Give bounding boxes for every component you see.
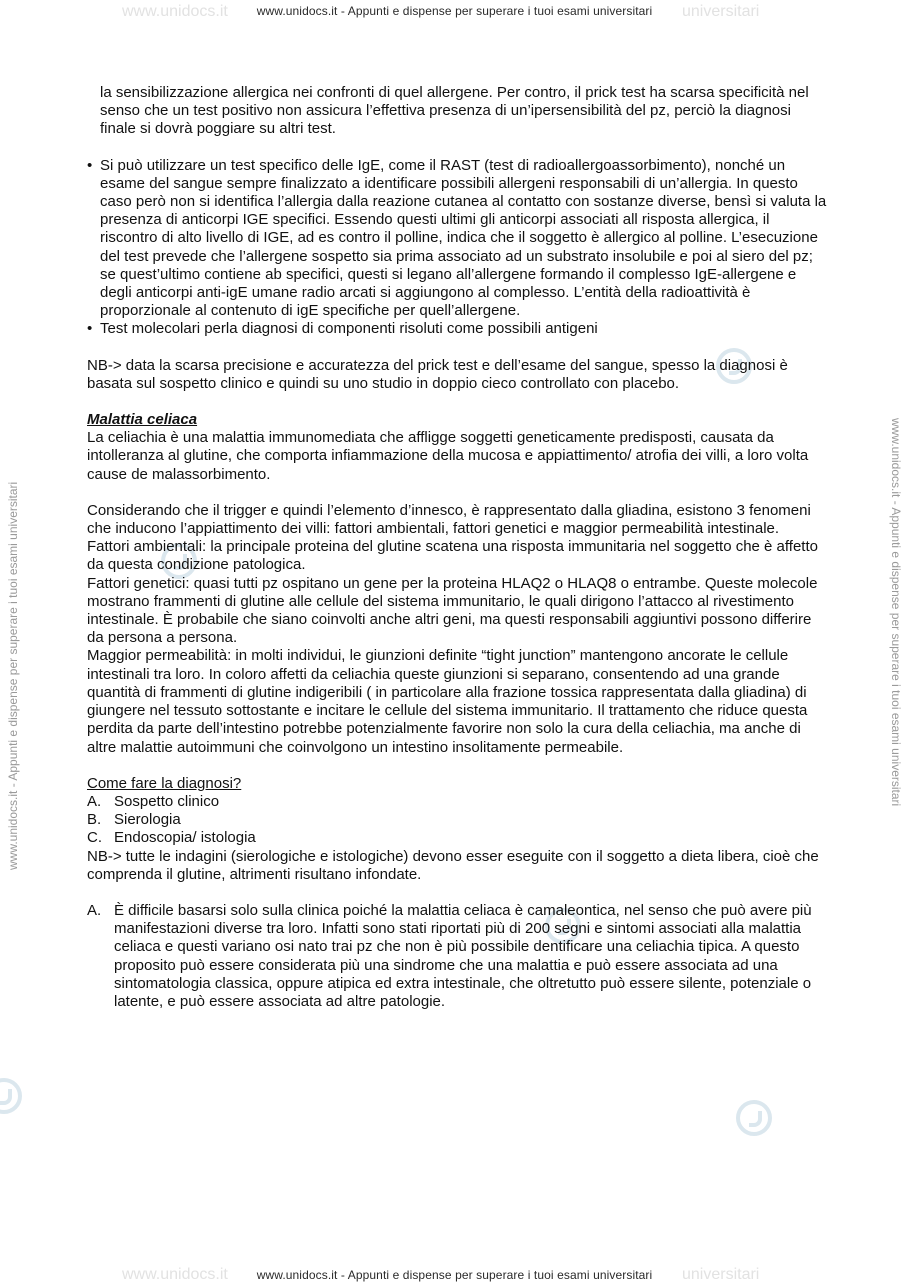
unidocs-logo-icon — [736, 1100, 772, 1136]
ghost-watermark-right: universitari — [682, 3, 760, 20]
diagnosis-list-item — [87, 829, 827, 847]
list-letter: A. — [87, 792, 102, 810]
document-body — [87, 84, 827, 1011]
factors-intro: Considerando che il trigger e quindi l’elemento d’innesco, è rappresentato dalla gliadina, esistono 3 fenomeni che inducono l’appiattimento dei villi: fattori ambientali, fattori genetici e maggior permeabilità intestinale. — [87, 501, 811, 538]
unidocs-logo-icon — [0, 1078, 22, 1114]
list-text: Endoscopia/ istologia — [114, 829, 256, 847]
factor-genetic: Fattori genetici: quasi tutti pz ospitano un gene per la proteina HLAQ2 o HLAQ8 o entrambe. Queste molecole mostrano frammenti di glutine alle cellule del sistema immunitario, le quali dirigono l’attacco al rivestimento intestinale. È probabile che siano coinvolti anche altri geni, ma questi responsabili aggiuntivi possono differire da persona a persona. — [87, 574, 818, 647]
point-a-clinical — [87, 902, 827, 1011]
factor-permeability: Maggior permeabilità: in molti individui, le giunzioni definite “tight junction” mantengono ancorate le cellule intestinali tra loro. In coloro affetti da celiachia queste giunzioni si separano, consentendo ad una grande quantità di frammenti di glutine indigeribili ( in particolare alla frazione tossica rappresentata dalla gliadina) di giungere nel tessuto sottostante e incitare le cellule del sistema immunitario. Il trattamento che riduce questa perdita da parte dell’intestino potrebbe potenzialmente favorire non solo la cura della celiachia, ma anche di altre malattie autoimmuni che coinvolgono un intestino insolitamente permeabile. — [87, 647, 808, 756]
intro-paragraph: la sensibilizzazione allergica nei confronti di quel allergene. Per contro, il prick test ha scarsa specificità nel senso che un test positivo non assicura l’effettiva presenza di un’ipersensibilità del pz, perciò la diagnosi finale si dovrà poggiare su altri test. — [100, 84, 809, 138]
bullet-marker: • — [87, 320, 93, 338]
footer-watermark: www.unidocs.it - Appunti e dispense per superare i tuoi esami universitari — [256, 1268, 653, 1282]
bullet-item-molecular — [87, 320, 827, 338]
ghost-watermark-footer-left: www.unidocs.it — [122, 1266, 228, 1283]
list-text: Sierologia — [114, 811, 181, 829]
nb-note-diet: NB-> tutte le indagini (sierologiche e istologiche) devono esser eseguite con il soggetto a dieta libera, cioè che comprenda il glutine, altrimenti risultano infondate. — [87, 847, 819, 883]
celiac-definition: La celiachia è una malattia immunomediata che affligge soggetti geneticamente predisposti, causata da intolleranza al glutine, che comporta infiammazione della mucosa e appiattimento/ atrofia dei villi, a loro volta cause de malassorbimento. — [87, 429, 809, 483]
bullet-text: Test molecolari perla diagnosi di componenti risoluti come possibili antigeni — [100, 320, 598, 338]
point-a-text: È difficile basarsi solo sulla clinica poiché la malattia celiaca è camaleontica, nel senso che può avere più manifestazioni diverse tra loro. Infatti sono stati riportati più di 200 segni e sintomi associati alla malattia celiaca e questi variano osi nato trai pz che non è più possibile dentificare una celiachia tipica. A questo proposito può essere considerata più una sindrome che una malattia e può essere associata ad una sintomatologia classica, oppure atipica ed extra intestinale, che oltretutto può essere silente, potenziale o latente, e può essere associata ad altre patologie. — [114, 901, 812, 1010]
bullet-item-rast — [87, 157, 827, 321]
list-letter: B. — [87, 811, 102, 829]
diagnosis-list-item — [87, 793, 827, 811]
header-watermark: www.unidocs.it - Appunti e dispense per superare i tuoi esami universitari — [256, 4, 653, 18]
side-watermark-right: www.unidocs.it - Appunti e dispense per superare i tuoi esami universitari — [889, 418, 903, 807]
section-heading-diagnosis: Come fare la diagnosi? — [87, 774, 242, 792]
ghost-watermark-left: www.unidocs.it — [122, 3, 228, 20]
diagnosis-list-item — [87, 811, 827, 829]
bullet-marker: • — [87, 156, 93, 174]
section-heading-celiac: Malattia celiaca — [87, 411, 198, 429]
factor-environmental: Fattori ambientali: la principale proteina del glutine scatena una risposta immunitaria nel soggetto che è affetto da questa condizione patologica. — [87, 538, 818, 574]
nb-note-prick-test: NB-> data la scarsa precisione e accuratezza del prick test e dell’esame del sangue, spesso la diagnosi è basata sul sospetto clinico e quindi su uno studio in doppio cieco controllato con placebo. — [87, 356, 788, 392]
list-text: Sospetto clinico — [114, 792, 220, 810]
ghost-watermark-footer-right: universitari — [682, 1266, 760, 1283]
list-letter: A. — [87, 901, 102, 919]
side-watermark-left: www.unidocs.it - Appunti e dispense per superare i tuoi esami universitari — [6, 481, 20, 870]
bullet-text: Si può utilizzare un test specifico delle IgE, come il RAST (test di radioallergoassorbimento), nonché un esame del sangue sempre finalizzato a identificare possibili allergeni responsabili di un’allergia. In questo caso però non si identifica l’allergia dalla reazione cutanea al contatto con sostanze diverse, bensì si valuta la presenza di anticorpi IGE specifici. Essendo questi ultimi gli anticorpi associati all risposta allergica, il riscontro di alto livello di IGE, ad es contro il polline, indica che il soggetto è allergico al polline. L’esecuzione del test prevede che l’allergene sospetto sia prima associato ad un substrato insolubile e poi al siero del pz; se quest’ultimo contiene ab specifici, questi si legano all’allergene formando il complesso IgE-allergene e degli anticorpi anti-igE umane radio arcati si aggiungono al complesso. L’entità della radioattività è proporzionale al contenuto di igE specifiche per quell’allergene. — [100, 156, 827, 320]
list-letter: C. — [87, 829, 102, 847]
